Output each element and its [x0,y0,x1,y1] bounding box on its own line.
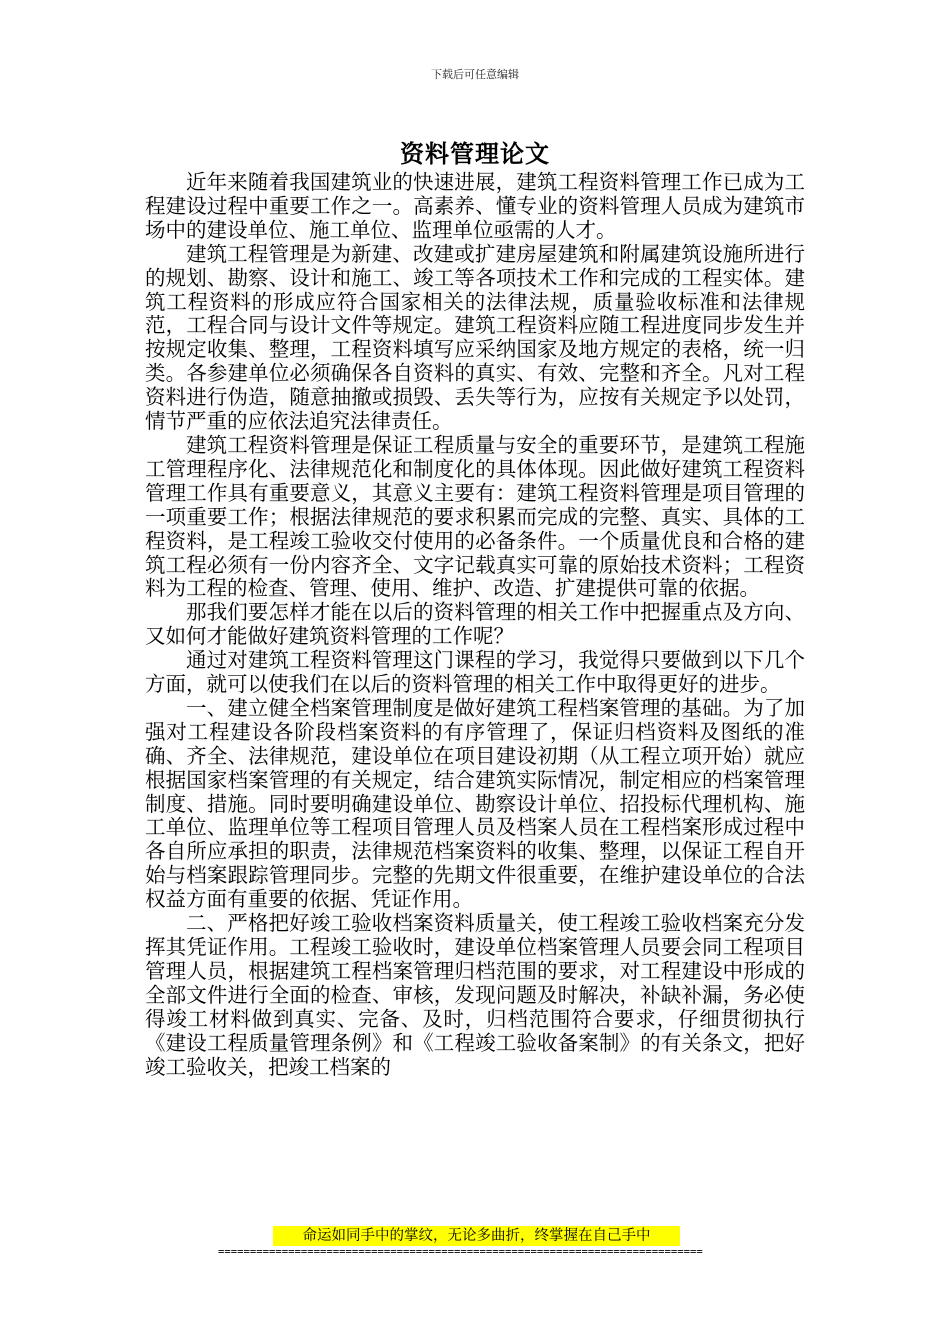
paragraph-significance: 建筑工程资料管理是保证工程质量与安全的重要环节，是建筑工程施工管理程序化、法律规范化和制度化的具体体现。因此做好建筑工程资料管理工作具有重要意义，其意义主要有：建筑工程资料管理是项目管理的一项重要工作；根据法律规范的要求积累而完成的完整、真实、具体的工程资料，是工程竣工验收交付使用的必备条件。一个质量优良和合格的建筑工程必须有一份内容齐全、文字记载真实可靠的原始技术资料；工程资料为工程的检查、管理、使用、维护、改造、扩建提供可靠的依据。 [145,432,805,601]
paragraph-definition: 建筑工程管理是为新建、改建或扩建房屋建筑和附属建筑设施所进行的规划、勘察、设计和施工、竣工等各项技术工作和完成的工程实体。建筑工程资料的形成应符合国家相关的法律法规，质量验收标准和法律规范，工程合同与设计文件等规定。建筑工程资料应随工程进度同步发生并按规定收集、整理，工程资料填写应采纳国家及地方规定的表格，统一归类。各参建单位必须确保各自资料的真实、有效、完整和齐全。凡对工程资料进行伪造，随意抽撤或损毁、丢失等行为，应按有关规定予以处罚，情节严重的应依法追究法律责任。 [145,241,805,434]
footer-divider: ============================================================================ [218,1246,703,1258]
paragraph-intro: 近年来随着我国建筑业的快速进展，建筑工程资料管理工作已成为工程建设过程中重要工作之一。高素养、懂专业的资料管理人员成为建筑市场中的建设单位、施工单位、监理单位亟需的人才。 [145,170,805,242]
paragraph-point-two: 二、严格把好竣工验收档案资料质量关，使工程竣工验收档案充分发挥其凭证作用。工程竣工验收时，建设单位档案管理人员要会同工程项目管理人员，根据建筑工程档案管理归档范围的要求，对工程建设中形成的全部文件进行全面的检查、审核，发现问题及时解决，补缺补漏，务必使得竣工材料做到真实、完备、及时，归档范围符合要求，仔细贯彻执行《建设工程质量管理条例》和《工程竣工验收备案制》的有关条文，把好竣工验收关，把竣工档案的 [145,911,805,1079]
footer-motto-banner: 命运如同手中的掌纹，无论多曲折，终掌握在自己手中 [273,1226,680,1246]
paragraph-question: 那我们要怎样才能在以后的资料管理的相关工作中把握重点及方向、又如何才能做好建筑资料管理的工作呢？ [145,600,805,649]
paragraph-approach: 通过对建筑工程资料管理这门课程的学习，我觉得只要做到以下几个方面，就可以使我们在以后的资料管理的相关工作中取得更好的进步。 [145,648,805,697]
paragraph-point-one: 一、建立健全档案管理制度是做好建筑工程档案管理的基础。为了加强对工程建设各阶段档案资料的有序管理了，保证归档资料及图纸的准确、齐全、法律规范，建设单位在项目建设初期（从工程立项开始）就应根据国家档案管理的有关规定，结合建筑实际情况，制定相应的档案管理制度、措施。同时要明确建设单位、勘察设计单位、招投标代理机构、施工单位、监理单位等工程项目管理人员及档案人员在工程档案形成过程中各自所应承担的职责，法律规范档案资料的收集、整理，以保证工程自开始与档案跟踪管理同步。完整的先期文件很重要，在维护建设单位的合法权益方面有重要的依据、凭证作用。 [145,695,805,912]
document-body [145,171,805,1079]
header-note: 下载后可任意编辑 [431,68,519,81]
document-title: 资料管理论文 [400,140,550,168]
